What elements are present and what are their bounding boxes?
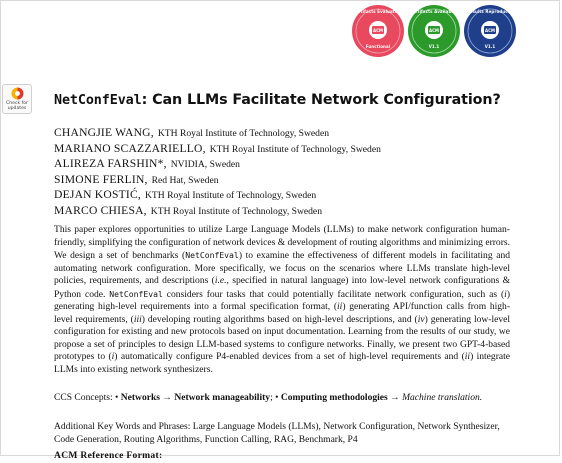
check-for-updates-button[interactable] <box>2 84 32 114</box>
badge-top-text: Artifacts Evaluated <box>355 9 401 14</box>
title-rest: : Can LLMs Facilitate Network Configuration? <box>141 92 501 108</box>
badge-bottom-text: Functional <box>365 44 391 49</box>
check-updates-icon <box>11 87 24 101</box>
badge-top-text: Artifacts Available <box>412 9 456 14</box>
paper-title <box>54 92 544 108</box>
artifacts-evaluated-badge[interactable] <box>351 4 405 58</box>
badge-bottom-text: V1.1 <box>428 44 440 49</box>
artifact-badges <box>351 4 521 58</box>
author-name: CHANGJIE WANG, <box>54 126 154 139</box>
author-item <box>54 140 534 156</box>
title-code: NetConfEval <box>54 93 142 108</box>
abstract-paragraph: This paper explores opportunities to utilize Large Language Models (LLMs) to make network configuration human-friendly, simplifying the configuration of network devices & development of routing algorithms and minimizing errors. We design a set of benchmarks (NetConfEval) to examine the effectiveness of different models in facilitating and automating network configuration. More specifically, we focus on the scenarios where LLMs translate high-level policies, requirements, and descriptions (i.e., specified in natural language) into low-level network configurations & Python code. NetConfEval considers four tasks that could potentially facilitate network configuration, such as (i) generating high-level requirements into a formal specification format, (ii) generating API/function calls from high-level requirements, (iii) developing routing algorithms based on high-level descriptions, and (iv) generating low-level configuration for existing and new protocols based on input documentation. Learning from the results of our study, we propose a set of principles to design LLM-based systems to configure networks. Finally, we present two GPT-4-based prototypes to (i) automatically configure P4-enabled devices from a set of high-level requirements and (ii) integrate LLMs into existing network synthesizers. <box>54 224 511 375</box>
author-affiliation: KTH Royal Institute of Technology, Sweden <box>150 205 322 217</box>
author-name: DEJAN KOSTIĆ, <box>54 188 141 202</box>
author-item <box>54 171 534 187</box>
author-affiliation: Red Hat, Sweden <box>151 174 219 186</box>
acm-reference-heading: ACM Reference Format: <box>54 450 163 461</box>
author-affiliation: NVIDIA, Sweden <box>170 159 240 171</box>
author-name: SIMONE FERLIN, <box>54 172 148 186</box>
author-affiliation: KTH Royal Institute of Technology, Sweden <box>144 190 317 202</box>
inline-code: NetConfEval <box>185 250 239 260</box>
author-list <box>54 124 534 218</box>
svg-text:ACM: ACM <box>428 28 440 33</box>
author-item <box>54 202 534 218</box>
author-name: MARCO CHIESA, <box>54 203 147 217</box>
results-reproduced-badge[interactable] <box>463 4 517 58</box>
ccs-concepts: CCS Concepts: • Networks → Network manageability; • Computing methodologies → Machine translation. <box>54 392 483 403</box>
author-affiliation: KTH Royal Institute of Technology, Sweden <box>157 128 330 139</box>
author-name: MARIANO SCAZZARIELLO, <box>54 141 206 155</box>
keywords: Additional Key Words and Phrases: Large Language Models (LLMs), Network Configuration, Network Synthesizer, Code Generation, Routing Algorithms, Function Calling, RAG, Benchmark, P4 <box>54 421 500 445</box>
badge-top-text: Results Reproduced <box>466 9 514 14</box>
check-updates-label: Check for updates <box>6 101 28 112</box>
author-item <box>54 186 534 202</box>
badge-bottom-text: V1.1 <box>484 44 496 49</box>
inline-code: NetConfEval <box>109 288 163 299</box>
author-item <box>54 124 534 140</box>
author-affiliation: KTH Royal Institute of Technology, Sweden <box>209 143 381 155</box>
author-name: ALIREZA FARSHIN*, <box>54 157 167 171</box>
artifacts-available-badge[interactable] <box>407 4 461 58</box>
author-item <box>54 155 534 171</box>
svg-text:ACM: ACM <box>484 28 496 33</box>
svg-text:ACM: ACM <box>372 28 384 33</box>
